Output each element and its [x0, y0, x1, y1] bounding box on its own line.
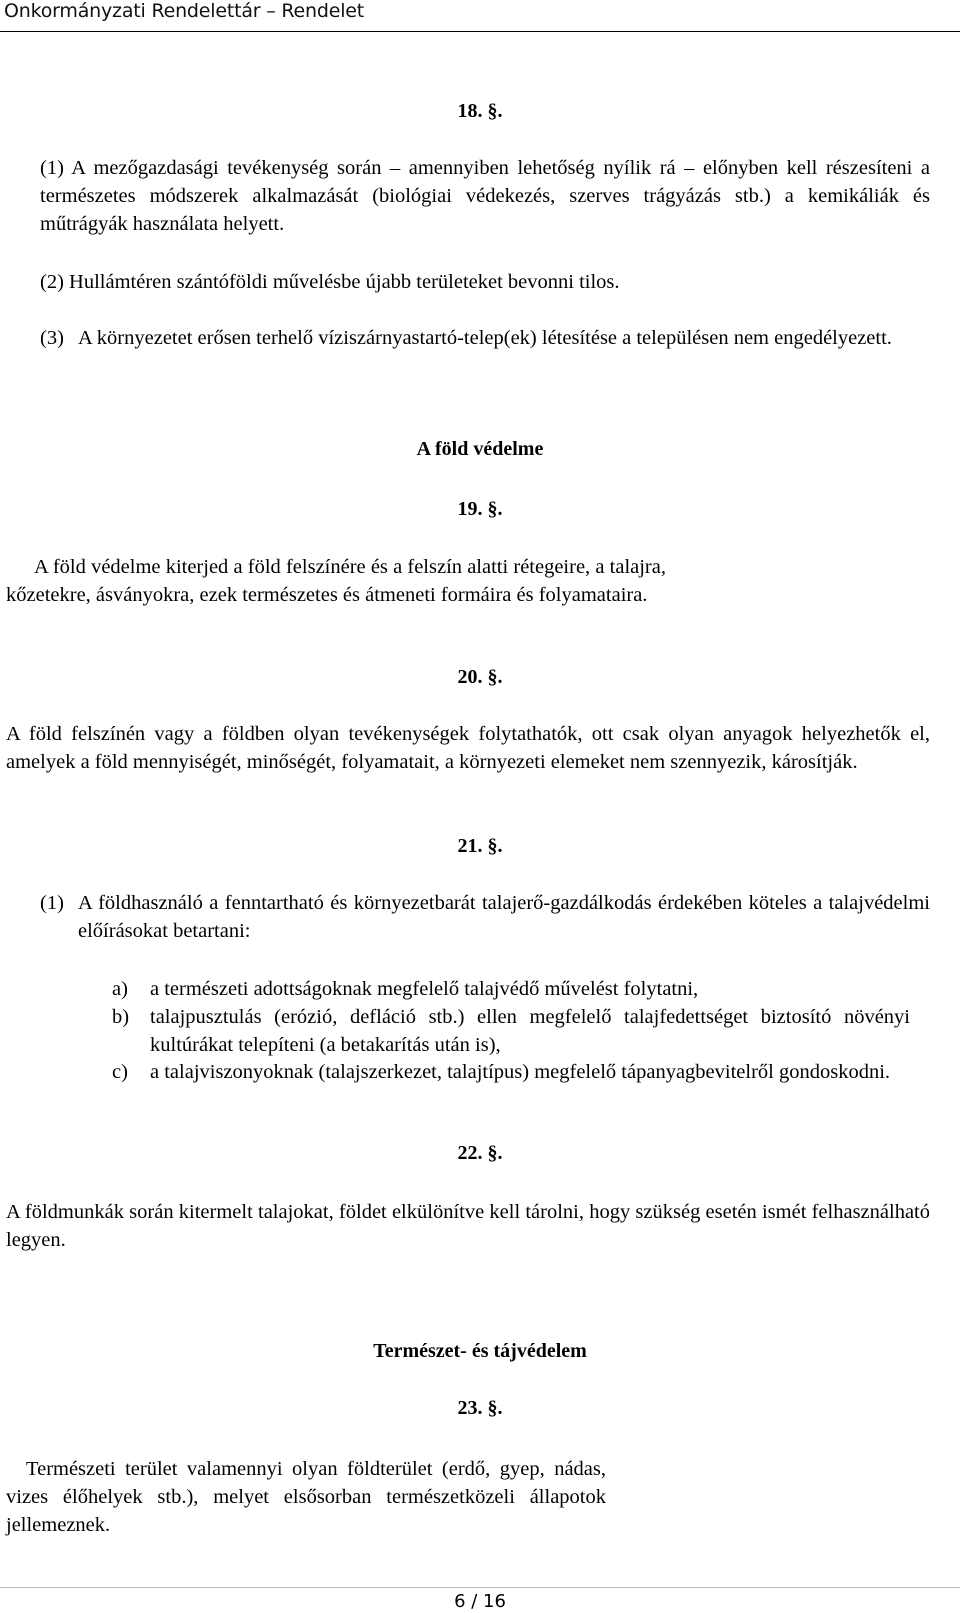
- section-21-paragraph-1-number: (1): [40, 892, 64, 914]
- footer-divider: [0, 1587, 960, 1588]
- list-item-a-text: a természeti adottságoknak megfelelő talajvédő művelést folytatni,: [150, 978, 699, 1000]
- list-item-c-label: c): [112, 1061, 128, 1083]
- section-21-paragraph-1: A földhasználó a fenntartható és környezetbarát talajerő-gazdálkodás érdekében köteles a talajvédelmi előírásokat betartani:: [78, 892, 930, 942]
- page-number: 6 / 16: [454, 1591, 506, 1612]
- list-item-b-label: b): [112, 1006, 130, 1028]
- section-19-text: A föld védelme kiterjed a föld felszínére és a felszín alatti rétegeire, a talajra, kőzetekre, ásványokra, ezek természetes és átmeneti formáira és folyamataira.: [6, 556, 666, 606]
- list-item-b-text: talajpusztulás (erózió, defláció stb.) ellen megfelelő talajfedettséget biztosító növényi kultúrákat telepíteni (a betakarítás után is),: [150, 1006, 910, 1056]
- section-20-text: A föld felszínén vagy a földben olyan tevékenységek folytathatók, ott csak olyan anyagok helyezhetők el, amelyek a föld mennyiségét, minőségét, folyamatait, a környezeti elemeket nem szennyezik, károsítják.: [6, 723, 930, 773]
- section-18-paragraph-2: (2) Hullámtéren szántóföldi művelésbe újabb területeket bevonni tilos.: [40, 271, 620, 293]
- list-item-a-label: a): [112, 978, 128, 1000]
- section-22-text: A földmunkák során kitermelt talajokat, földet elkülönítve kell tárolni, hogy szükség esetén ismét felhasználható legyen.: [6, 1201, 930, 1251]
- section-18-paragraph-1: (1) A mezőgazdasági tevékenység során – amennyiben lehetőség nyílik rá – előnyben kell részesíteni a természetes módszerek alkalmazását (biológiai védekezés, szerves trágyázás stb.) a kemikáliák és műtrágyák használata helyett.: [40, 157, 930, 235]
- header-divider: [0, 31, 960, 32]
- section-20-number: 20. §.: [457, 666, 503, 688]
- list-item-c-text: a talajviszonyoknak (talajszerkezet, talajtípus) megfelelő tápanyagbevitelről gondoskodni.: [150, 1061, 891, 1083]
- section-18-paragraph-3-number: (3): [40, 327, 64, 349]
- section-18-number: 18. §.: [457, 100, 503, 122]
- section-title-land-protection: A föld védelme: [416, 438, 544, 460]
- section-23-number: 23. §.: [457, 1397, 503, 1419]
- section-21-number: 21. §.: [457, 835, 503, 857]
- section-18-paragraph-3: A környezetet erősen terhelő víziszárnyastartó-telep(ek) létesítése a településen nem engedélyezett.: [78, 327, 892, 349]
- section-19-number: 19. §.: [457, 498, 503, 520]
- section-22-number: 22. §.: [457, 1142, 503, 1164]
- section-23-text: Természeti terület valamennyi olyan földterület (erdő, gyep, nádas, vizes élőhelyek stb.), melyet elsősorban természetközeli állapotok jellemeznek.: [6, 1458, 606, 1536]
- section-title-nature-protection: Természet- és tájvédelem: [373, 1340, 587, 1362]
- page-header-title: Onkormányzati Rendelettár – Rendelet: [4, 0, 365, 22]
